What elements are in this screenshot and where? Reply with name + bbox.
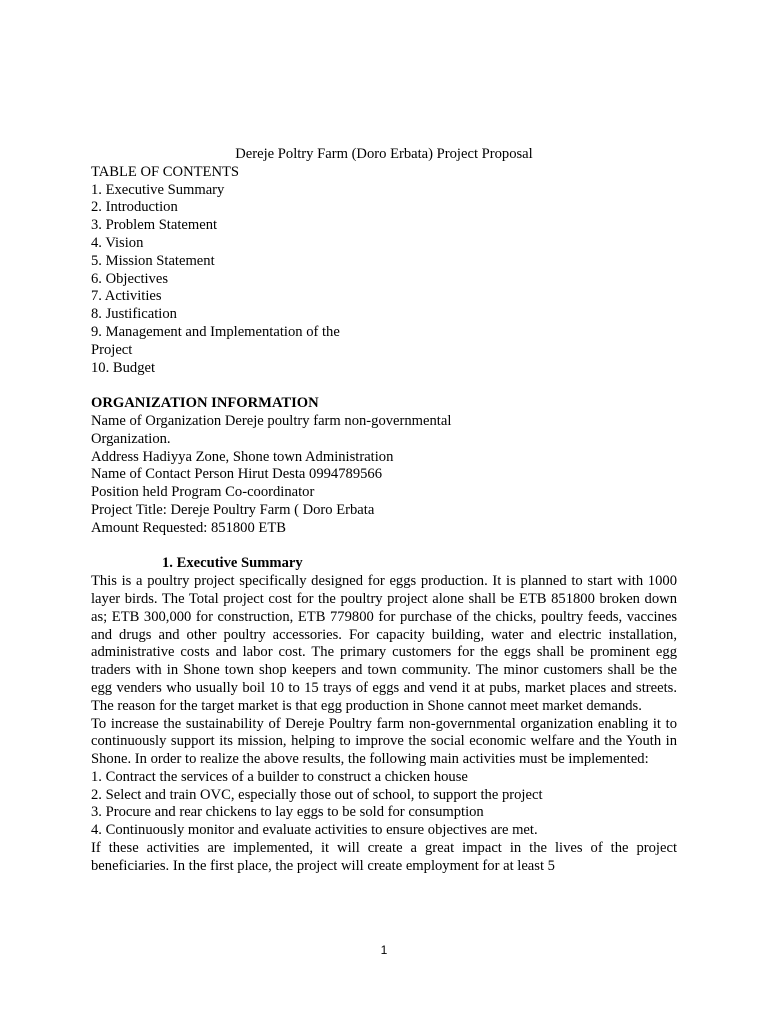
toc-item: 6. Objectives	[91, 270, 169, 287]
document-body	[91, 146, 677, 876]
toc-item: 7. Activities	[91, 288, 162, 305]
toc-heading: TABLE OF CONTENTS	[91, 163, 240, 180]
toc-item: 10. Budget	[91, 359, 156, 376]
activity-item: 4. Continuously monitor and evaluate activities to ensure objectives are met.	[91, 822, 538, 839]
toc-item: 9. Management and Implementation of the Project	[91, 323, 340, 358]
org-contact: Name of Contact Person Hirut Desta 0994789566	[91, 466, 383, 483]
executive-summary-paragraph: If these activities are implemented, it will create a great impact in the lives of the project beneficiaries. In the first place, the project will create employment for at least 5	[91, 840, 677, 874]
org-amount: Amount Requested: 851800 ETB	[91, 519, 286, 536]
toc-item: 1. Executive Summary	[91, 181, 225, 198]
executive-summary-heading: 1. Executive Summary	[162, 555, 303, 572]
activity-item: 2. Select and train OVC, especially those out of school, to support the project	[91, 786, 543, 803]
activity-item: 1. Contract the services of a builder to construct a chicken house	[91, 768, 468, 785]
toc-item: 3. Problem Statement	[91, 217, 218, 234]
toc-item: 2. Introduction	[91, 199, 178, 216]
org-address: Address Hadiyya Zone, Shone town Administration	[91, 448, 394, 465]
toc-item: 5. Mission Statement	[91, 252, 215, 269]
spacer	[91, 538, 677, 556]
org-project-title: Project Title: Dereje Poultry Farm ( Doro Erbata	[91, 501, 375, 518]
page-number: 1	[380, 943, 388, 957]
executive-summary-paragraph: This is a poultry project specifically designed for eggs production. It is planned to start with 1000 layer birds. The Total project cost for the poultry project alone shall be ETB 851800 broken down as; ETB 300,000 for construction, ETB 779800 for purchase of the chicks, poultry feeds, vaccines and drugs and other poultry accessories. For capacity building, water and electric installation, administrative costs and labor cost. The primary customers for the eggs shall be prominent egg traders with in Shone town shop keepers and town community. The minor customers shall be the egg venders who usually boil 10 to 15 trays of eggs and vend it at pubs, market places and streets. The reason for the target market is that egg production in Shone cannot meet market demands.	[91, 573, 677, 714]
org-info-heading: ORGANIZATION INFORMATION	[91, 395, 319, 412]
executive-summary-paragraph: To increase the sustainability of Dereje Poultry farm non-governmental organization enabling it to continuously support its mission, helping to improve the social economic welfare and the Youth in Shone. In order to realize the above results, the following main activities must be implemented:	[91, 715, 677, 768]
activity-item: 3. Procure and rear chickens to lay eggs to be sold for consumption	[91, 804, 484, 821]
toc-item: 8. Justification	[91, 306, 177, 323]
org-name: Name of Organization Dereje poultry farm non-governmental Organization.	[91, 412, 452, 447]
spacer	[91, 377, 677, 395]
org-position: Position held Program Co-coordinator	[91, 484, 315, 501]
toc-item: 4. Vision	[91, 234, 144, 251]
document-title: Dereje Poltry Farm (Doro Erbata) Project Proposal	[235, 146, 533, 162]
